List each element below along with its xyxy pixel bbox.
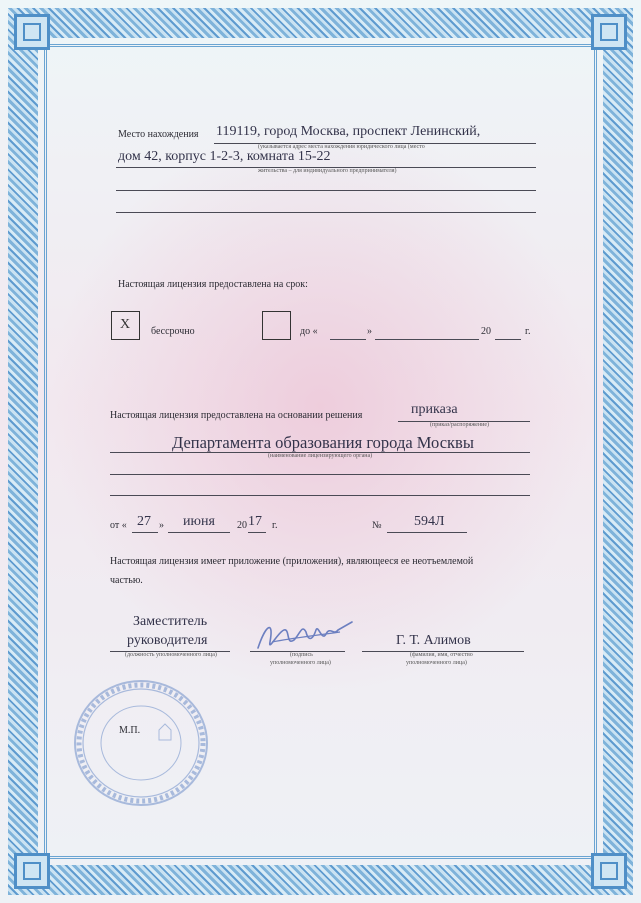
term-label: Настоящая лицензия предоставлена на срок: <box>118 279 308 290</box>
address-label: Место нахождения <box>118 129 199 140</box>
decision-caption: (приказ/распоряжение) <box>430 422 490 428</box>
corner-ornament <box>14 853 50 889</box>
corner-ornament <box>14 14 50 50</box>
basis-label: Настоящая лицензия предоставлена на основании решения <box>110 410 363 421</box>
license-number: 594Л <box>414 514 445 529</box>
number-label: № <box>372 520 382 531</box>
indefinite-label: бессрочно <box>151 326 195 337</box>
position-line1: Заместитель <box>133 614 208 629</box>
official-seal <box>64 672 214 812</box>
until-label: до « <box>300 326 318 337</box>
date-year-prefix: 20 <box>237 520 247 531</box>
corner-ornament <box>591 853 627 889</box>
corner-ornament <box>591 14 627 50</box>
day-underline <box>132 532 158 533</box>
month-blank <box>375 339 479 340</box>
day-blank <box>330 339 366 340</box>
blank-line <box>110 474 530 475</box>
date-year: 17 <box>248 514 262 529</box>
signature-caption1: (подпись <box>290 652 313 658</box>
blank-line <box>116 212 536 213</box>
until-checkbox <box>262 311 291 340</box>
until-year-suffix: г. <box>525 326 531 337</box>
position-line2: руководителя <box>127 633 208 648</box>
appendix-text-line2: частью. <box>110 575 143 586</box>
signature-caption2: уполномоченного лица) <box>270 660 331 666</box>
name-caption1: (фамилия, имя, отчество <box>410 652 473 658</box>
name-caption2: уполномоченного лица) <box>406 660 467 666</box>
month-underline <box>168 532 230 533</box>
date-month: июня <box>183 514 215 529</box>
appendix-text-line1: Настоящая лицензия имеет приложение (приложения), являющееся ее неотъемлемой <box>110 556 474 567</box>
blank-line <box>116 190 536 191</box>
address-caption2: жительства – для индивидуального предпринимателя) <box>258 168 397 174</box>
year-blank <box>495 339 521 340</box>
date-prefix: от « <box>110 520 127 531</box>
date-year-suffix: г. <box>272 520 278 531</box>
date-day: 27 <box>137 514 151 529</box>
seal-place-label: М.П. <box>119 725 141 736</box>
address-caption1: (указывается адрес места нахождения юридического лица (место <box>258 144 425 150</box>
indefinite-checkbox <box>111 311 140 340</box>
blank-line <box>110 495 530 496</box>
number-underline <box>387 532 467 533</box>
until-year-prefix: 20 <box>481 326 491 337</box>
decision-type: приказа <box>411 402 458 417</box>
authority-caption: (наименование лицензирующего органа) <box>268 453 373 459</box>
position-caption: (должность уполномоченного лица) <box>125 652 217 658</box>
until-quote-close: » <box>367 326 372 337</box>
address-line1: 119119, город Москва, проспект Ленинский, <box>216 124 481 139</box>
signatory-name: Г. Т. Алимов <box>396 633 471 648</box>
date-quote-close: » <box>159 520 164 531</box>
year-underline <box>248 532 266 533</box>
address-line2: дом 42, корпус 1-2-3, комната 15-22 <box>118 149 331 164</box>
licensing-authority: Департамента образования города Москвы <box>172 433 474 452</box>
checkbox-mark: X <box>120 317 131 332</box>
